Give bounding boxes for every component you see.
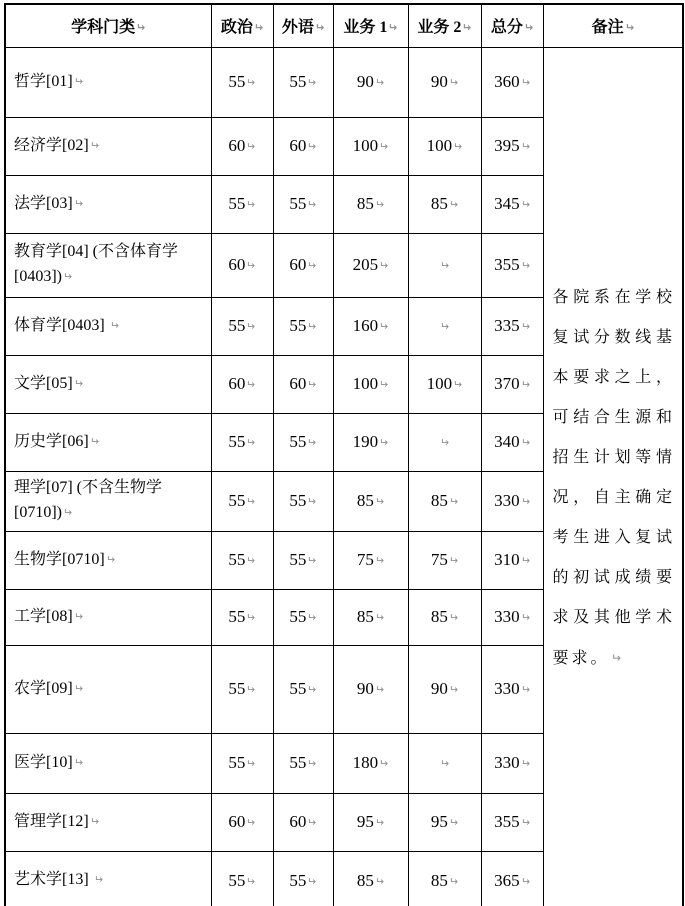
paragraph-mark-icon: ↵ bbox=[520, 757, 530, 770]
paragraph-mark-icon: ↵ bbox=[448, 816, 459, 829]
subject-category-cell bbox=[5, 471, 211, 531]
subject-label: 哲学[01] bbox=[14, 72, 73, 90]
score-value: 55 bbox=[289, 72, 307, 91]
subject2-score-cell bbox=[408, 645, 481, 733]
paragraph-mark-icon: ↵ bbox=[246, 259, 256, 272]
score-value: 55 bbox=[289, 491, 307, 510]
remarks-cell bbox=[543, 47, 683, 906]
score-value: 345 bbox=[494, 194, 520, 213]
score-value: 190 bbox=[352, 432, 379, 451]
paragraph-mark-icon: ↵ bbox=[610, 651, 621, 666]
subject-category-cell bbox=[5, 413, 211, 471]
subject2-score-cell bbox=[408, 471, 481, 531]
paragraph-mark-icon: ↵ bbox=[520, 683, 530, 696]
subject-category-cell bbox=[5, 233, 211, 297]
score-value: 330 bbox=[494, 753, 520, 772]
foreign-language-score-cell bbox=[273, 531, 333, 589]
col-header-total bbox=[481, 4, 543, 47]
score-value: 355 bbox=[494, 812, 520, 831]
paragraph-mark-icon: ↵ bbox=[453, 378, 463, 391]
paragraph-mark-icon: ↵ bbox=[374, 76, 385, 89]
score-value: 75 bbox=[356, 550, 374, 569]
col-header-subject2 bbox=[408, 4, 481, 47]
score-value: 90 bbox=[356, 72, 374, 91]
politics-score-cell bbox=[211, 47, 273, 117]
subject-label: 艺术学[13] bbox=[14, 871, 93, 889]
header-label: 学科门类 bbox=[71, 19, 136, 37]
foreign-language-score-cell bbox=[273, 413, 333, 471]
paragraph-mark-icon: ↵ bbox=[448, 198, 459, 211]
paragraph-mark-icon: ↵ bbox=[520, 320, 530, 333]
subject2-score-cell bbox=[408, 117, 481, 175]
score-value: 310 bbox=[494, 550, 520, 569]
subject-label: 工学[08] bbox=[14, 607, 73, 625]
score-value: 60 bbox=[228, 812, 246, 831]
paragraph-mark-icon: ↵ bbox=[374, 611, 385, 624]
paragraph-mark-icon: ↵ bbox=[374, 683, 385, 696]
paragraph-mark-icon: ↵ bbox=[246, 320, 256, 333]
score-value: 205 bbox=[352, 255, 379, 274]
subject2-score-cell bbox=[408, 589, 481, 645]
paragraph-mark-icon: ↵ bbox=[105, 552, 115, 566]
paragraph-mark-icon: ↵ bbox=[89, 138, 99, 152]
foreign-language-score-cell bbox=[273, 297, 333, 355]
total-score-cell bbox=[481, 645, 543, 733]
foreign-language-score-cell bbox=[273, 851, 333, 906]
header-row bbox=[5, 4, 683, 47]
paragraph-mark-icon: ↵ bbox=[520, 611, 530, 624]
total-score-cell bbox=[481, 233, 543, 297]
paragraph-mark-icon: ↵ bbox=[462, 21, 472, 35]
politics-score-cell bbox=[211, 589, 273, 645]
score-value: 340 bbox=[494, 432, 520, 451]
paragraph-mark-icon: ↵ bbox=[379, 757, 389, 770]
score-value: 55 bbox=[228, 194, 246, 213]
paragraph-mark-icon: ↵ bbox=[314, 21, 325, 35]
paragraph-mark-icon: ↵ bbox=[246, 198, 256, 211]
subject-category-cell bbox=[5, 793, 211, 851]
score-value: 95 bbox=[430, 812, 448, 831]
subject1-score-cell bbox=[333, 355, 408, 413]
subject-label: 体育学[0403] bbox=[14, 316, 109, 334]
subject-label: 农学[09] bbox=[14, 679, 73, 697]
score-value: 85 bbox=[356, 194, 374, 213]
paragraph-mark-icon: ↵ bbox=[307, 140, 317, 153]
score-value: 55 bbox=[228, 550, 246, 569]
score-value: 75 bbox=[430, 550, 448, 569]
subject-category-cell bbox=[5, 355, 211, 413]
paragraph-mark-icon: ↵ bbox=[253, 21, 264, 35]
paragraph-mark-icon: ↵ bbox=[520, 436, 530, 449]
paragraph-mark-icon: ↵ bbox=[374, 495, 385, 508]
paragraph-mark-icon: ↵ bbox=[520, 554, 530, 567]
foreign-language-score-cell bbox=[273, 175, 333, 233]
paragraph-mark-icon: ↵ bbox=[379, 320, 389, 333]
paragraph-mark-icon: ↵ bbox=[523, 21, 534, 35]
subject-category-cell bbox=[5, 297, 211, 355]
paragraph-mark-icon: ↵ bbox=[109, 318, 119, 332]
paragraph-mark-icon: ↵ bbox=[246, 874, 256, 888]
paragraph-mark-icon: ↵ bbox=[307, 495, 317, 508]
subject2-score-cell bbox=[408, 233, 481, 297]
paragraph-mark-icon: ↵ bbox=[448, 495, 459, 508]
foreign-language-score-cell bbox=[273, 355, 333, 413]
paragraph-mark-icon: ↵ bbox=[62, 270, 73, 283]
paragraph-mark-icon: ↵ bbox=[73, 196, 83, 210]
score-value: 85 bbox=[356, 491, 374, 510]
paragraph-mark-icon: ↵ bbox=[379, 436, 389, 449]
paragraph-mark-icon: ↵ bbox=[388, 21, 398, 35]
score-value: 395 bbox=[494, 136, 520, 155]
subject1-score-cell bbox=[333, 233, 408, 297]
col-header-subject1 bbox=[333, 4, 408, 47]
paragraph-mark-icon: ↵ bbox=[307, 259, 317, 272]
paragraph-mark-icon: ↵ bbox=[453, 140, 463, 153]
subject2-score-cell bbox=[408, 531, 481, 589]
subject1-score-cell bbox=[333, 471, 408, 531]
score-value: 330 bbox=[494, 491, 520, 510]
subject-category-cell bbox=[5, 47, 211, 117]
total-score-cell bbox=[481, 471, 543, 531]
score-value: 55 bbox=[289, 550, 307, 569]
paragraph-mark-icon: ↵ bbox=[307, 554, 317, 567]
subject-category-cell bbox=[5, 589, 211, 645]
paragraph-mark-icon: ↵ bbox=[374, 198, 385, 211]
subject2-score-cell bbox=[408, 733, 481, 793]
subject1-score-cell bbox=[333, 297, 408, 355]
score-value: 355 bbox=[494, 255, 520, 274]
paragraph-mark-icon: ↵ bbox=[520, 495, 530, 508]
score-value: 100 bbox=[426, 136, 453, 155]
subject2-score-cell bbox=[408, 851, 481, 906]
header-label: 外语 bbox=[281, 19, 314, 37]
score-value: 85 bbox=[430, 607, 448, 626]
header-label: 业务 2 bbox=[417, 19, 462, 37]
paragraph-mark-icon: ↵ bbox=[307, 816, 317, 829]
paragraph-mark-icon: ↵ bbox=[136, 21, 146, 35]
score-value: 90 bbox=[356, 679, 374, 698]
paragraph-mark-icon: ↵ bbox=[624, 21, 634, 35]
paragraph-mark-icon: ↵ bbox=[374, 816, 385, 829]
paragraph-mark-icon: ↵ bbox=[89, 814, 99, 828]
score-value: 335 bbox=[494, 316, 520, 335]
paragraph-mark-icon: ↵ bbox=[246, 554, 256, 567]
subject1-score-cell bbox=[333, 175, 408, 233]
subject-category-cell bbox=[5, 851, 211, 906]
score-value: 55 bbox=[289, 679, 307, 698]
paragraph-mark-icon: ↵ bbox=[73, 74, 83, 88]
remarks-text: 各院系在学校复试分数线基本要求之上，可结合生源和招生计划等情况，自主确定考生进入复试的初试成绩要求及其他学术要求。 bbox=[552, 289, 675, 668]
foreign-language-score-cell bbox=[273, 471, 333, 531]
subject2-score-cell bbox=[408, 413, 481, 471]
paragraph-mark-icon: ↵ bbox=[246, 495, 256, 508]
subject1-score-cell bbox=[333, 645, 408, 733]
score-value: 55 bbox=[228, 72, 246, 91]
score-value: 365 bbox=[494, 870, 520, 890]
score-value: 55 bbox=[228, 753, 246, 772]
paragraph-mark-icon: ↵ bbox=[246, 611, 256, 624]
total-score-cell bbox=[481, 851, 543, 906]
subject2-score-cell bbox=[408, 355, 481, 413]
score-value: 60 bbox=[228, 374, 246, 393]
score-value: 55 bbox=[228, 870, 246, 890]
subject-category-cell bbox=[5, 733, 211, 793]
col-header-category bbox=[5, 4, 211, 47]
col-header-politics bbox=[211, 4, 273, 47]
paragraph-mark-icon: ↵ bbox=[520, 140, 530, 153]
paragraph-mark-icon: ↵ bbox=[246, 816, 256, 829]
paragraph-mark-icon: ↵ bbox=[246, 436, 256, 449]
score-value: 85 bbox=[430, 870, 448, 890]
politics-score-cell bbox=[211, 645, 273, 733]
paragraph-mark-icon: ↵ bbox=[520, 76, 530, 89]
paragraph-mark-icon: ↵ bbox=[448, 874, 459, 888]
politics-score-cell bbox=[211, 471, 273, 531]
total-score-cell bbox=[481, 117, 543, 175]
politics-score-cell bbox=[211, 117, 273, 175]
paragraph-mark-icon: ↵ bbox=[62, 506, 73, 519]
politics-score-cell bbox=[211, 233, 273, 297]
subject1-score-cell bbox=[333, 851, 408, 906]
score-value: 100 bbox=[352, 374, 379, 393]
subject2-score-cell bbox=[408, 793, 481, 851]
subject1-score-cell bbox=[333, 531, 408, 589]
table-row bbox=[5, 47, 683, 117]
subject-category-cell bbox=[5, 645, 211, 733]
total-score-cell bbox=[481, 47, 543, 117]
subject-label: 教育学[04] (不含体育学[0403]) bbox=[14, 243, 178, 285]
paragraph-mark-icon: ↵ bbox=[246, 140, 256, 153]
paragraph-mark-icon: ↵ bbox=[448, 76, 459, 89]
score-value: 60 bbox=[289, 136, 307, 155]
foreign-language-score-cell bbox=[273, 47, 333, 117]
paragraph-mark-icon: ↵ bbox=[307, 611, 317, 624]
subject-label: 管理学[12] bbox=[14, 812, 89, 830]
paragraph-mark-icon: ↵ bbox=[73, 755, 83, 769]
foreign-language-score-cell bbox=[273, 233, 333, 297]
paragraph-mark-icon: ↵ bbox=[246, 683, 256, 696]
paragraph-mark-icon: ↵ bbox=[440, 757, 450, 770]
header-label: 总分 bbox=[490, 19, 523, 37]
foreign-language-score-cell bbox=[273, 645, 333, 733]
score-value: 55 bbox=[228, 607, 246, 626]
score-value: 60 bbox=[289, 374, 307, 393]
subject2-score-cell bbox=[408, 47, 481, 117]
paragraph-mark-icon: ↵ bbox=[520, 816, 530, 829]
subject1-score-cell bbox=[333, 793, 408, 851]
score-value: 55 bbox=[289, 194, 307, 213]
politics-score-cell bbox=[211, 413, 273, 471]
politics-score-cell bbox=[211, 851, 273, 906]
paragraph-mark-icon: ↵ bbox=[246, 378, 256, 391]
col-header-remarks bbox=[543, 4, 683, 47]
paragraph-mark-icon: ↵ bbox=[379, 140, 389, 153]
score-value: 360 bbox=[494, 72, 520, 91]
score-value: 55 bbox=[228, 491, 246, 510]
subject2-score-cell bbox=[408, 297, 481, 355]
header-label: 政治 bbox=[220, 19, 253, 37]
paragraph-mark-icon: ↵ bbox=[307, 436, 317, 449]
score-value: 90 bbox=[430, 679, 448, 698]
score-value: 55 bbox=[228, 679, 246, 698]
subject2-score-cell bbox=[408, 175, 481, 233]
subject-label: 经济学[02] bbox=[14, 136, 89, 154]
col-header-foreign-language bbox=[273, 4, 333, 47]
subject-category-cell bbox=[5, 117, 211, 175]
paragraph-mark-icon: ↵ bbox=[89, 434, 99, 448]
paragraph-mark-icon: ↵ bbox=[440, 436, 450, 449]
paragraph-mark-icon: ↵ bbox=[374, 874, 385, 888]
paragraph-mark-icon: ↵ bbox=[246, 76, 256, 89]
score-value: 60 bbox=[228, 136, 246, 155]
foreign-language-score-cell bbox=[273, 589, 333, 645]
paragraph-mark-icon: ↵ bbox=[307, 76, 317, 89]
paragraph-mark-icon: ↵ bbox=[307, 320, 317, 333]
score-value: 55 bbox=[289, 432, 307, 451]
paragraph-mark-icon: ↵ bbox=[379, 378, 389, 391]
score-value: 85 bbox=[356, 870, 374, 890]
paragraph-mark-icon: ↵ bbox=[440, 259, 450, 272]
paragraph-mark-icon: ↵ bbox=[73, 609, 83, 623]
subject-label: 历史学[06] bbox=[14, 432, 89, 450]
politics-score-cell bbox=[211, 297, 273, 355]
paragraph-mark-icon: ↵ bbox=[307, 874, 317, 888]
politics-score-cell bbox=[211, 531, 273, 589]
score-value: 55 bbox=[228, 316, 246, 335]
paragraph-mark-icon: ↵ bbox=[374, 554, 385, 567]
score-value: 330 bbox=[494, 679, 520, 698]
score-value: 85 bbox=[356, 607, 374, 626]
score-value: 55 bbox=[289, 316, 307, 335]
paragraph-mark-icon: ↵ bbox=[520, 874, 530, 888]
subject1-score-cell bbox=[333, 733, 408, 793]
subject-label: 生物学[0710] bbox=[14, 550, 105, 568]
total-score-cell bbox=[481, 531, 543, 589]
score-value: 100 bbox=[352, 136, 379, 155]
total-score-cell bbox=[481, 733, 543, 793]
paragraph-mark-icon: ↵ bbox=[379, 259, 389, 272]
paragraph-mark-icon: ↵ bbox=[448, 554, 459, 567]
score-value: 55 bbox=[289, 607, 307, 626]
total-score-cell bbox=[481, 175, 543, 233]
score-table bbox=[4, 3, 684, 906]
politics-score-cell bbox=[211, 793, 273, 851]
score-value: 55 bbox=[289, 870, 307, 890]
header-label: 备注 bbox=[591, 19, 624, 37]
subject1-score-cell bbox=[333, 413, 408, 471]
score-value: 55 bbox=[289, 753, 307, 772]
subject1-score-cell bbox=[333, 117, 408, 175]
score-value: 85 bbox=[430, 491, 448, 510]
paragraph-mark-icon: ↵ bbox=[520, 259, 530, 272]
subject-label: 理学[07] (不含生物学[0710]) bbox=[14, 479, 162, 521]
score-value: 60 bbox=[228, 255, 246, 274]
paragraph-mark-icon: ↵ bbox=[440, 320, 450, 333]
foreign-language-score-cell bbox=[273, 793, 333, 851]
score-value: 90 bbox=[430, 72, 448, 91]
total-score-cell bbox=[481, 413, 543, 471]
foreign-language-score-cell bbox=[273, 733, 333, 793]
subject-label: 医学[10] bbox=[14, 753, 73, 771]
score-value: 85 bbox=[430, 194, 448, 213]
score-value: 160 bbox=[352, 316, 379, 335]
score-value: 55 bbox=[228, 432, 246, 451]
paragraph-mark-icon: ↵ bbox=[307, 683, 317, 696]
score-value: 60 bbox=[289, 255, 307, 274]
score-value: 100 bbox=[426, 374, 453, 393]
paragraph-mark-icon: ↵ bbox=[307, 378, 317, 391]
foreign-language-score-cell bbox=[273, 117, 333, 175]
score-value: 95 bbox=[356, 812, 374, 831]
paragraph-mark-icon: ↵ bbox=[520, 378, 530, 391]
score-value: 180 bbox=[352, 753, 379, 772]
paragraph-mark-icon: ↵ bbox=[448, 683, 459, 696]
subject-label: 法学[03] bbox=[14, 194, 73, 212]
paragraph-mark-icon: ↵ bbox=[448, 611, 459, 624]
total-score-cell bbox=[481, 297, 543, 355]
subject-category-cell bbox=[5, 175, 211, 233]
subject1-score-cell bbox=[333, 589, 408, 645]
total-score-cell bbox=[481, 355, 543, 413]
paragraph-mark-icon: ↵ bbox=[73, 681, 83, 695]
politics-score-cell bbox=[211, 733, 273, 793]
total-score-cell bbox=[481, 793, 543, 851]
score-value: 60 bbox=[289, 812, 307, 831]
politics-score-cell bbox=[211, 175, 273, 233]
subject-category-cell bbox=[5, 531, 211, 589]
subject-label: 文学[05] bbox=[14, 374, 73, 392]
paragraph-mark-icon: ↵ bbox=[520, 198, 530, 211]
score-value: 370 bbox=[494, 374, 520, 393]
paragraph-mark-icon: ↵ bbox=[307, 198, 317, 211]
paragraph-mark-icon: ↵ bbox=[246, 757, 256, 770]
paragraph-mark-icon: ↵ bbox=[93, 873, 103, 887]
score-value: 330 bbox=[494, 607, 520, 626]
paragraph-mark-icon: ↵ bbox=[73, 376, 83, 390]
header-label: 业务 1 bbox=[343, 19, 388, 37]
politics-score-cell bbox=[211, 355, 273, 413]
paragraph-mark-icon: ↵ bbox=[307, 757, 317, 770]
subject1-score-cell bbox=[333, 47, 408, 117]
total-score-cell bbox=[481, 589, 543, 645]
